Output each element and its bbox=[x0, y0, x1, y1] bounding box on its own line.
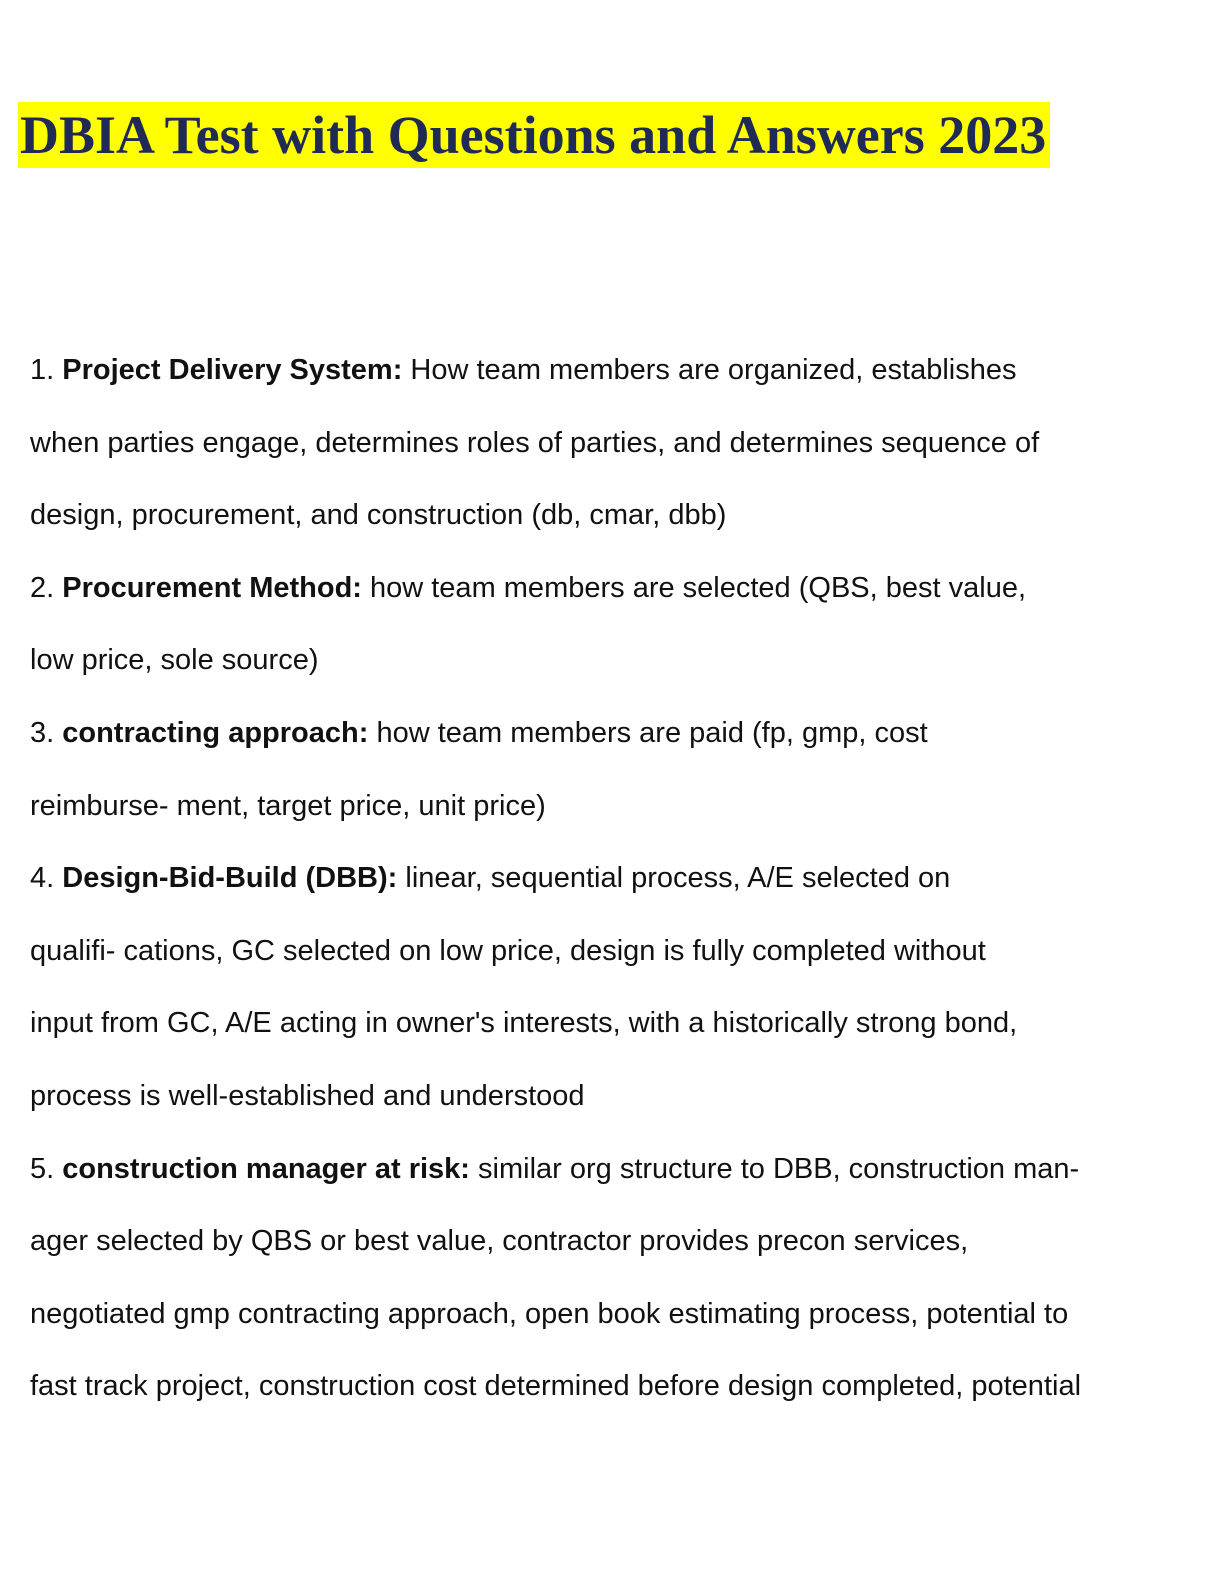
list-item-line: design, procurement, and construction (db, cmar, dbb) bbox=[30, 499, 727, 532]
title-highlight bbox=[18, 102, 1050, 168]
list-item-line: ager selected by QBS or best value, contractor provides precon services, bbox=[30, 1225, 969, 1258]
list-item-line: low price, sole source) bbox=[30, 644, 319, 677]
list-item-line: fast track project, construction cost determined before design completed, potential bbox=[30, 1370, 1082, 1403]
list-item-line: reimburse- ment, target price, unit price) bbox=[30, 789, 546, 822]
item-number: 1. bbox=[30, 354, 55, 386]
list-item-line bbox=[30, 842, 1190, 915]
list-item-line: when parties engage, determines roles of parties, and determines sequence of bbox=[30, 426, 1040, 459]
item-definition-text: linear, sequential process, A/E selected on bbox=[397, 862, 951, 895]
list-item-line bbox=[30, 552, 1190, 625]
item-number: 4. bbox=[30, 862, 55, 895]
item-term: Procurement Method: bbox=[62, 571, 362, 604]
list-item-line: input from GC, A/E acting in owner's interests, with a historically strong bond, bbox=[30, 1007, 1018, 1040]
item-term: construction manager at risk: bbox=[62, 1152, 470, 1185]
item-number: 5. bbox=[30, 1152, 55, 1185]
item-definition-text: how team members are selected (QBS, best value, bbox=[361, 571, 1027, 604]
list-item-line: negotiated gmp contracting approach, open book estimating process, potential to bbox=[30, 1297, 1069, 1330]
item-definition-text: How team members are organized, establishes bbox=[402, 354, 1017, 386]
item-term: contracting approach: bbox=[62, 716, 369, 749]
list-item-line bbox=[30, 334, 1190, 407]
page-title: DBIA Test with Questions and Answers 2023 bbox=[20, 105, 1047, 165]
qa-list bbox=[30, 334, 1190, 1423]
list-item-line: process is well-established and understood bbox=[30, 1079, 585, 1112]
item-number: 3. bbox=[30, 716, 55, 749]
list-item-line bbox=[30, 1133, 1190, 1206]
list-item-line bbox=[30, 697, 1190, 770]
item-definition-text: similar org structure to DBB, construction man- bbox=[469, 1152, 1080, 1185]
item-definition-text: how team members are paid (fp, gmp, cost bbox=[368, 716, 928, 749]
list-item-line: qualifi- cations, GC selected on low price, design is fully completed without bbox=[30, 934, 986, 967]
item-term: Project Delivery System: bbox=[62, 354, 403, 386]
item-term: Design-Bid-Build (DBB): bbox=[62, 862, 398, 895]
item-number: 2. bbox=[30, 571, 55, 604]
